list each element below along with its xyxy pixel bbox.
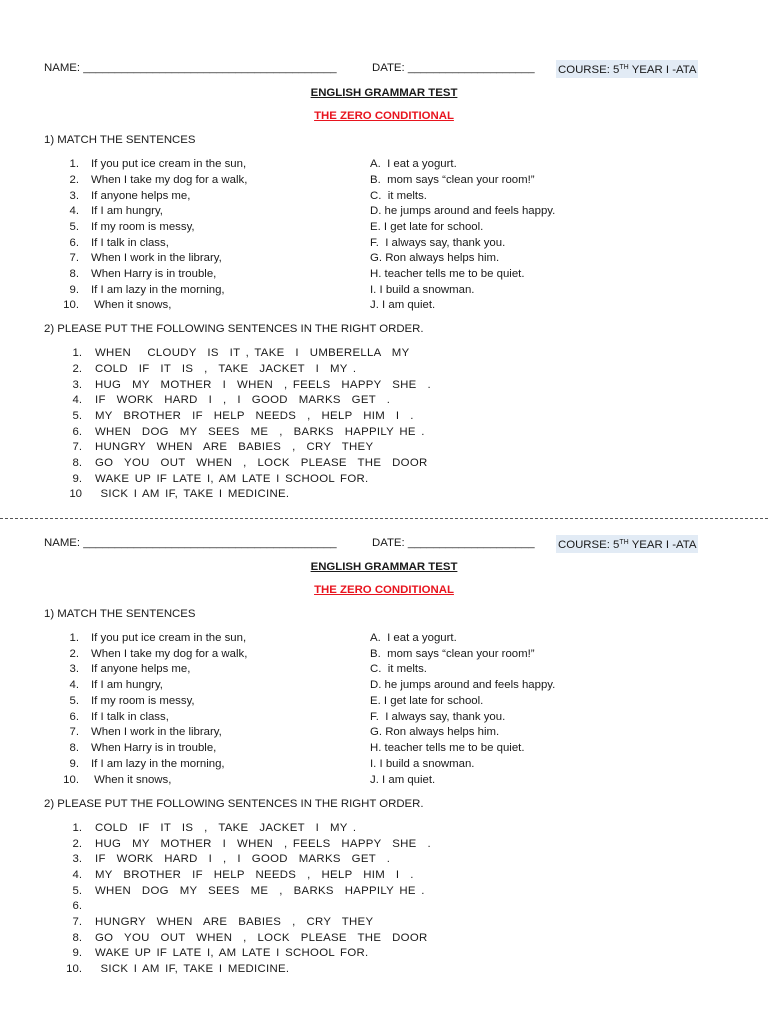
- match-answer: G. Ron always helps him.: [370, 726, 500, 738]
- name-field-label: NAME: ________________________________________: [44, 62, 337, 74]
- item-number: 9.: [69, 284, 79, 296]
- item-number: 9.: [72, 473, 82, 485]
- match-answer: F. I always say, thank you.: [370, 711, 506, 723]
- item-number: 2.: [72, 363, 82, 375]
- item-number: 2.: [69, 648, 79, 660]
- match-answer: E. I get late for school.: [370, 221, 484, 233]
- item-number: 5.: [69, 695, 79, 707]
- item-number: 7.: [72, 441, 82, 453]
- match-clause: If my room is messy,: [91, 221, 195, 233]
- scrambled-sentence: HUNGRY WHEN ARE BABIES , CRY THEY: [95, 916, 374, 928]
- cut-line-divider: [0, 518, 768, 519]
- date-field-label: DATE: ____________________: [372, 537, 535, 549]
- scrambled-sentence: WHEN CLOUDY IS IT , TAKE I UMBERELLA MY: [95, 347, 410, 359]
- item-number: 1.: [69, 158, 79, 170]
- item-number: 6.: [69, 237, 79, 249]
- scrambled-sentence: SICK I AM IF, TAKE I MEDICINE.: [95, 488, 290, 500]
- item-number: 5.: [69, 221, 79, 233]
- scrambled-sentence: WAKE UP IF LATE I, AM LATE I SCHOOL FOR.: [95, 947, 369, 959]
- item-number: 10.: [66, 963, 82, 975]
- item-number: 10.: [63, 774, 79, 786]
- match-clause: If I am hungry,: [91, 679, 163, 691]
- match-clause: When I take my dog for a walk,: [91, 648, 248, 660]
- scrambled-sentence: WHEN DOG MY SEES ME , BARKS HAPPILY HE .: [95, 885, 425, 897]
- item-number: 10: [69, 488, 82, 500]
- match-answer: A. I eat a yogurt.: [370, 158, 457, 170]
- match-clause: If I am lazy in the morning,: [91, 758, 225, 770]
- scrambled-sentence: GO YOU OUT WHEN , LOCK PLEASE THE DOOR: [95, 457, 428, 469]
- scrambled-sentence: COLD IF IT IS , TAKE JACKET I MY .: [95, 822, 357, 834]
- scrambled-sentence: WAKE UP IF LATE I, AM LATE I SCHOOL FOR.: [95, 473, 369, 485]
- scrambled-sentence: HUG MY MOTHER I WHEN , FEELS HAPPY SHE .: [95, 379, 431, 391]
- item-number: 7.: [72, 916, 82, 928]
- section-match-title: 1) MATCH THE SENTENCES: [44, 608, 196, 620]
- item-number: 2.: [69, 174, 79, 186]
- item-number: 9.: [72, 947, 82, 959]
- section-order-title: 2) PLEASE PUT THE FOLLOWING SENTENCES IN THE RIGHT ORDER.: [44, 323, 424, 335]
- item-number: 1.: [72, 347, 82, 359]
- match-answer: C. it melts.: [370, 663, 427, 675]
- item-number: 6.: [72, 900, 82, 912]
- name-field-label: NAME: ________________________________________: [44, 537, 337, 549]
- match-clause: If I am hungry,: [91, 205, 163, 217]
- match-clause: If you put ice cream in the sun,: [91, 632, 247, 644]
- scrambled-sentence: COLD IF IT IS , TAKE JACKET I MY .: [95, 363, 357, 375]
- match-answer: G. Ron always helps him.: [370, 252, 500, 264]
- match-clause: When I take my dog for a walk,: [91, 174, 248, 186]
- item-number: 1.: [69, 632, 79, 644]
- match-clause: When Harry is in trouble,: [91, 268, 217, 280]
- item-number: 7.: [69, 252, 79, 264]
- match-clause: When Harry is in trouble,: [91, 742, 217, 754]
- section-order-title: 2) PLEASE PUT THE FOLLOWING SENTENCES IN THE RIGHT ORDER.: [44, 798, 424, 810]
- item-number: 3.: [69, 663, 79, 675]
- item-number: 6.: [72, 426, 82, 438]
- item-number: 4.: [72, 869, 82, 881]
- match-answer: B. mom says “clean your room!”: [370, 648, 535, 660]
- section-match-title: 1) MATCH THE SENTENCES: [44, 134, 196, 146]
- match-clause: When it snows,: [91, 774, 172, 786]
- test-title: ENGLISH GRAMMAR TEST: [310, 87, 458, 99]
- match-answer: H. teacher tells me to be quiet.: [370, 268, 525, 280]
- match-answer: I. I build a snowman.: [370, 284, 475, 296]
- match-answer: H. teacher tells me to be quiet.: [370, 742, 525, 754]
- match-clause: When I work in the library,: [91, 726, 222, 738]
- scrambled-sentence: HUNGRY WHEN ARE BABIES , CRY THEY: [95, 441, 374, 453]
- item-number: 9.: [69, 758, 79, 770]
- course-label: COURSE: 5TH YEAR I -ATA: [556, 60, 698, 78]
- item-number: 3.: [72, 379, 82, 391]
- test-title: ENGLISH GRAMMAR TEST: [310, 561, 458, 573]
- match-clause: If I talk in class,: [91, 237, 169, 249]
- match-answer: F. I always say, thank you.: [370, 237, 506, 249]
- item-number: 5.: [72, 885, 82, 897]
- scrambled-sentence: SICK I AM IF, TAKE I MEDICINE.: [95, 963, 290, 975]
- test-subtitle: THE ZERO CONDITIONAL: [314, 584, 454, 596]
- match-clause: When I work in the library,: [91, 252, 222, 264]
- scrambled-sentence: MY BROTHER IF HELP NEEDS , HELP HIM I .: [95, 410, 414, 422]
- item-number: 4.: [69, 679, 79, 691]
- test-subtitle: THE ZERO CONDITIONAL: [314, 110, 454, 122]
- match-answer: D. he jumps around and feels happy.: [370, 205, 556, 217]
- match-answer: D. he jumps around and feels happy.: [370, 679, 556, 691]
- match-answer: J. I am quiet.: [370, 774, 436, 786]
- item-number: 4.: [69, 205, 79, 217]
- match-answer: I. I build a snowman.: [370, 758, 475, 770]
- item-number: 8.: [69, 742, 79, 754]
- scrambled-sentence: HUG MY MOTHER I WHEN , FEELS HAPPY SHE .: [95, 838, 431, 850]
- match-clause: If you put ice cream in the sun,: [91, 158, 247, 170]
- match-clause: When it snows,: [91, 299, 172, 311]
- header-row: [44, 60, 724, 76]
- scrambled-sentence: WHEN DOG MY SEES ME , BARKS HAPPILY HE .: [95, 426, 425, 438]
- item-number: 3.: [69, 190, 79, 202]
- date-field-label: DATE: ____________________: [372, 62, 535, 74]
- item-number: 3.: [72, 853, 82, 865]
- match-answer: B. mom says “clean your room!”: [370, 174, 535, 186]
- item-number: 4.: [72, 394, 82, 406]
- item-number: 2.: [72, 838, 82, 850]
- item-number: 10.: [63, 299, 79, 311]
- match-clause: If I am lazy in the morning,: [91, 284, 225, 296]
- item-number: 6.: [69, 711, 79, 723]
- scrambled-sentence: IF WORK HARD I , I GOOD MARKS GET .: [95, 394, 391, 406]
- header-row: [44, 535, 724, 551]
- match-answer: A. I eat a yogurt.: [370, 632, 457, 644]
- scrambled-sentence: GO YOU OUT WHEN , LOCK PLEASE THE DOOR: [95, 932, 428, 944]
- match-clause: If I talk in class,: [91, 711, 169, 723]
- scrambled-sentence: IF WORK HARD I , I GOOD MARKS GET .: [95, 853, 391, 865]
- item-number: 1.: [72, 822, 82, 834]
- course-label: COURSE: 5TH YEAR I -ATA: [556, 535, 698, 553]
- match-clause: If my room is messy,: [91, 695, 195, 707]
- match-clause: If anyone helps me,: [91, 190, 191, 202]
- item-number: 8.: [69, 268, 79, 280]
- match-answer: C. it melts.: [370, 190, 427, 202]
- item-number: 8.: [72, 457, 82, 469]
- match-answer: J. I am quiet.: [370, 299, 436, 311]
- match-answer: E. I get late for school.: [370, 695, 484, 707]
- item-number: 7.: [69, 726, 79, 738]
- item-number: 8.: [72, 932, 82, 944]
- item-number: 5.: [72, 410, 82, 422]
- match-clause: If anyone helps me,: [91, 663, 191, 675]
- scrambled-sentence: MY BROTHER IF HELP NEEDS , HELP HIM I .: [95, 869, 414, 881]
